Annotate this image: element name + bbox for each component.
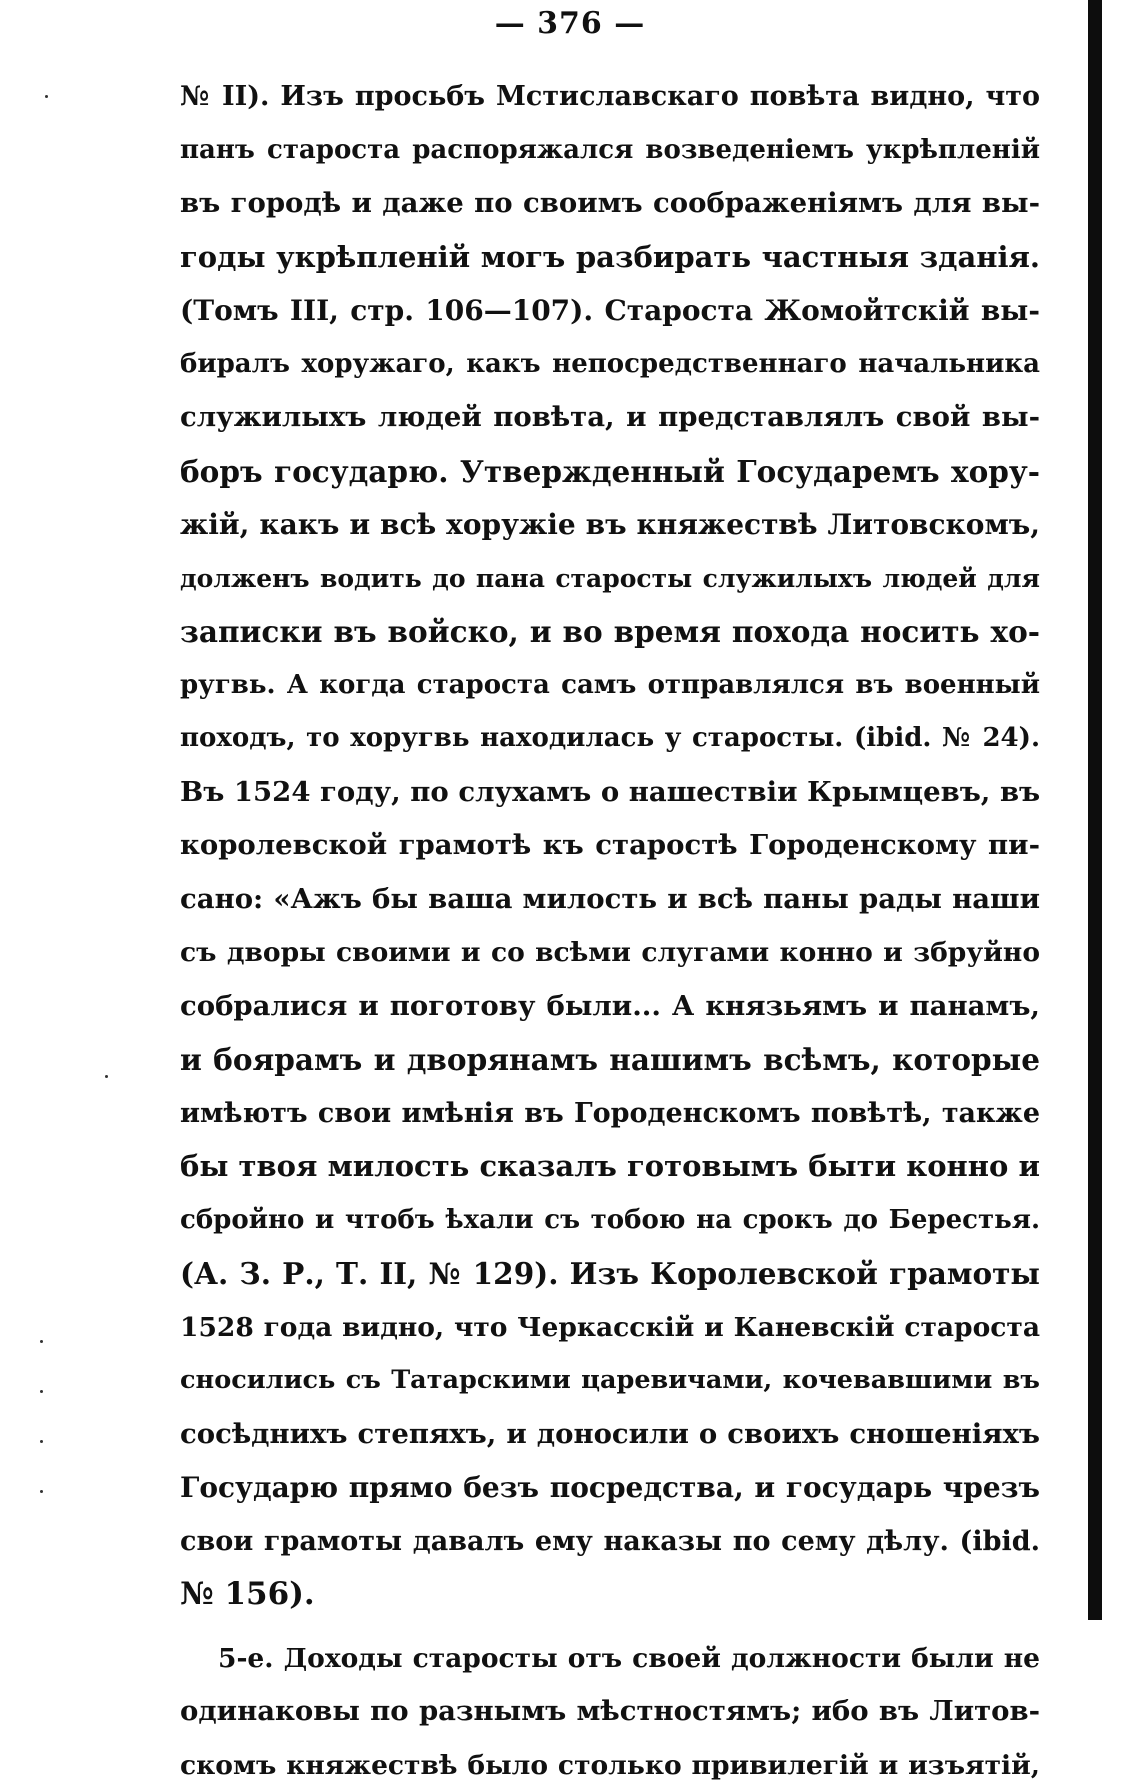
page-edge-shadow	[1088, 0, 1102, 1620]
text-line: (А. З. Р., Т. II, № 129). Изъ Королевской грамоты	[180, 1247, 1040, 1301]
text-line: жій, какъ и всѣ хоружіе въ княжествѣ Литовскомъ,	[180, 498, 1040, 552]
text-line: сано: «Ажъ бы ваша милость и всѣ паны рады наши	[180, 873, 1040, 927]
text-line: записки въ войско, и во время похода носить хо-	[180, 605, 1040, 659]
text-line: въ городѣ и даже по своимъ соображеніямъ для вы-	[180, 177, 1040, 231]
text-line: долженъ водить до пана старосты служилыхъ людей для	[180, 552, 1040, 606]
paragraph-2	[180, 1632, 1040, 1792]
text-line: бы твоя милость сказалъ готовымъ быти конно и	[180, 1140, 1040, 1194]
text-line: съ дворы своими и со всѣми слугами конно и збруйно	[180, 926, 1040, 980]
text-line: собралися и поготову были... А князьямъ и панамъ,	[180, 980, 1040, 1034]
text-line: одинаковы по разнымъ мѣстностямъ; ибо въ Литов-	[180, 1685, 1040, 1739]
margin-speck	[105, 1075, 108, 1078]
margin-speck	[40, 1340, 43, 1343]
page-number: — 376 —	[0, 6, 1140, 41]
text-line: 5-е. Доходы старосты отъ своей должности были не	[180, 1632, 1040, 1686]
text-line: сносились съ Татарскими царевичами, кочевавшими въ	[180, 1354, 1040, 1408]
text-line: скомъ княжествѣ было столько привилегій и изъятій,	[180, 1739, 1040, 1792]
text-line: сбройно и чтобъ ѣхали съ тобою на срокъ до Берестья.	[180, 1194, 1040, 1248]
margin-speck	[40, 1440, 43, 1443]
text-line: годы укрѣпленій могъ разбирать частныя зданія.	[180, 231, 1040, 285]
text-line: служилыхъ людей повѣта, и представлялъ свой вы-	[180, 391, 1040, 445]
text-line: королевской грамотѣ къ старостѣ Городенскому пи-	[180, 819, 1040, 873]
text-line: 1528 года видно, что Черкасскій и Каневскій староста	[180, 1301, 1040, 1355]
text-line: и боярамъ и дворянамъ нашимъ всѣмъ, которые	[180, 1033, 1040, 1087]
paragraph-1	[180, 70, 1040, 1622]
margin-speck	[40, 1390, 43, 1393]
text-line: № 156).	[180, 1568, 1040, 1622]
text-line: боръ государю. Утвержденный Государемъ хору-	[180, 445, 1040, 499]
text-line: Въ 1524 году, по слухамъ о нашествіи Крымцевъ, въ	[180, 766, 1040, 820]
text-line: Государю прямо безъ посредства, и государь чрезъ	[180, 1461, 1040, 1515]
text-line: ругвь. А когда староста самъ отправлялся въ военный	[180, 659, 1040, 713]
text-line: (Томъ III, стр. 106—107). Староста Жомойтскій вы-	[180, 284, 1040, 338]
text-line: № II). Изъ просьбъ Мстиславскаго повѣта видно, что	[180, 70, 1040, 124]
text-line: свои грамоты давалъ ему наказы по сему дѣлу. (ibid.	[180, 1515, 1040, 1569]
margin-speck	[45, 95, 48, 98]
text-line: сосѣднихъ степяхъ, и доносили о своихъ сношеніяхъ	[180, 1408, 1040, 1462]
margin-speck	[40, 1490, 43, 1493]
text-line: панъ староста распоряжался возведеніемъ укрѣпленій	[180, 124, 1040, 178]
text-line: биралъ хоружаго, какъ непосредственнаго начальника	[180, 338, 1040, 392]
body-text	[180, 70, 1040, 1792]
text-line: походъ, то хоругвь находилась у старосты. (ibid. № 24).	[180, 712, 1040, 766]
text-line: имѣютъ свои имѣнія въ Городенскомъ повѣтѣ, также	[180, 1087, 1040, 1141]
